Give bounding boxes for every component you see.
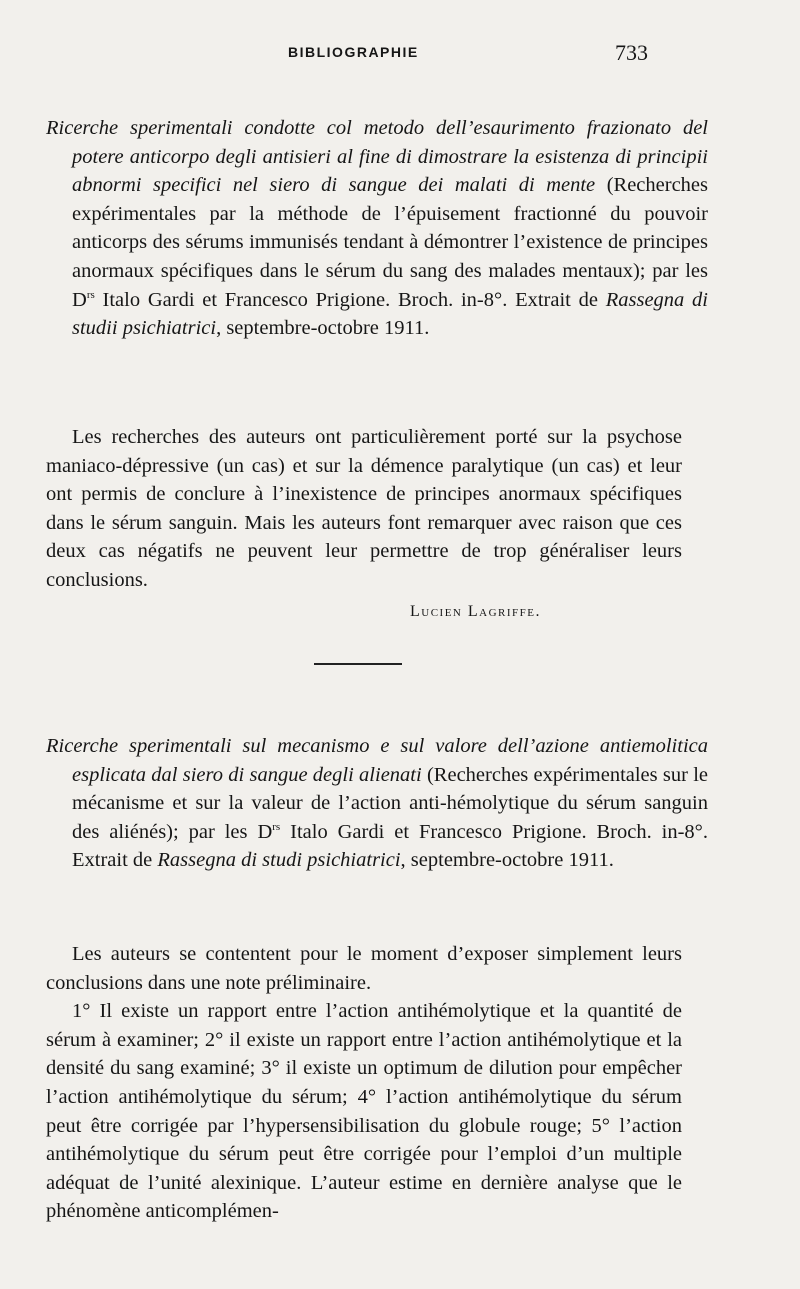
entry-1-journal: Rassegna di studii psichiatrici bbox=[72, 288, 708, 340]
entry-2-review bbox=[46, 940, 682, 1226]
entry-1-title: Ricerche sperimentali condotte col metodo dell’esaurimento frazionato del potere anticorpo degli antisieri al fine di dimostrare la esistenza di principii abnormi specifici nel siero di sangue dei malati di mente bbox=[46, 117, 708, 197]
entry-1-review bbox=[46, 423, 682, 595]
entry-1-date: , septembre-octobre 1911. bbox=[216, 317, 430, 340]
entry-2-drs: D bbox=[257, 820, 273, 843]
entry-2-review-paragraph-2: 1° Il existe un rapport entre l’action antihémolytique et la quantité de sérum à examiner; 2° il existe un rapport entre l’action antihémolytique et la densité du sang examiné; 3° il existe un optimum de dilution pour empêcher l’action antihémolytique du sérum; 4° l’action antihémolytique du sérum peut être corrigée par l’hypersensibilisation du globule rouge; 5° l’action antihémolytique du sérum peut être corrigée pour l’emploi d’un multiple adéquat de l’unité alexinique. L’auteur estime en dernière analyse que le phénomène anticomplémen- bbox=[46, 1000, 682, 1223]
entry-2-review-paragraph-1: Les auteurs se contentent pour le moment d’exposer simplement leurs conclusions dans une note préliminaire. bbox=[46, 943, 682, 994]
entry-2-journal: Rassegna di studi psichiatrici bbox=[157, 849, 401, 872]
entry-1-drs: D bbox=[72, 288, 87, 311]
entry-2-title: Ricerche sperimentali sul mecanismo e sul valore dell’azione antiemolitica esplicata dal siero di sangue degli alienati bbox=[46, 735, 708, 786]
page-number: 733 bbox=[615, 40, 648, 65]
entry-1-authors: Italo Gardi et Francesco Prigione. Broch. in-8°. Extrait de bbox=[94, 288, 606, 311]
entry-1-citation bbox=[46, 114, 708, 343]
entry-2-authors: Italo Gardi et Francesco Prigione. Broch. in-8°. Extrait de bbox=[72, 820, 708, 872]
entry-2-translation: (Recherches expérimentales sur le mécanisme et sur la valeur de l’action anti-hémolytique du sérum sanguin des aliénés); par les bbox=[72, 763, 709, 843]
entry-2-citation bbox=[46, 732, 708, 875]
entry-2-drs-sup: rs bbox=[272, 820, 281, 833]
reviewer-signature: Lucien Lagriffe. bbox=[410, 603, 541, 620]
entry-2-date: , septembre-octobre 1911. bbox=[400, 849, 614, 872]
entry-1-translation: (Recherches expérimentales par la méthode de l’épuisement fractionné du pouvoir anticorps des sérums immunisés tendant à démontrer l’existence de principes anormaux spécifiques dans le sérum du sang des malades mentaux); par les bbox=[72, 174, 709, 282]
entry-1-review-paragraph: Les recherches des auteurs ont particulièrement porté sur la psychose maniaco-dépressive (un cas) et sur la démence paralytique (un cas) et leur ont permis de conclure à l’inexistence de principes anormaux spécifiques dans le sérum sanguin. Mais les auteurs font remarquer avec raison que ces deux cas négatifs ne peuvent leur permettre de trop généraliser leurs conclusions. bbox=[46, 426, 682, 591]
entry-1-drs-sup: rs bbox=[86, 288, 95, 301]
running-head: BIBLIOGRAPHIE bbox=[288, 44, 419, 60]
section-divider bbox=[314, 663, 402, 665]
